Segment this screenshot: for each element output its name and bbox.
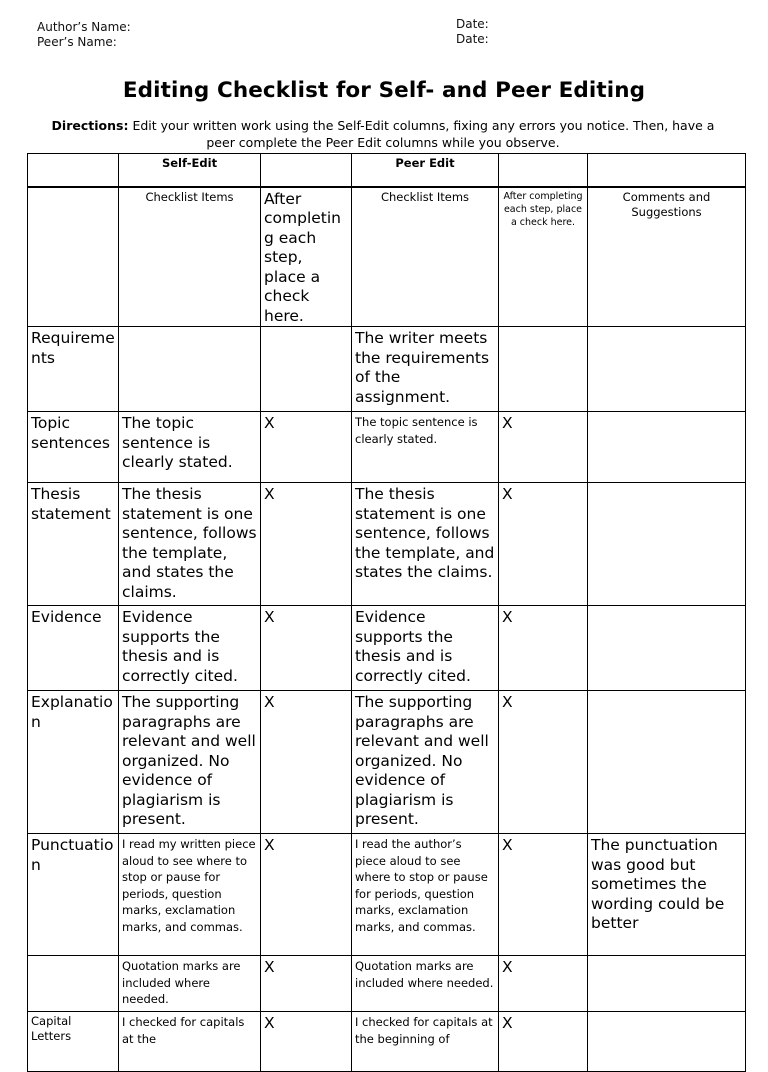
self-items-subheader: Checklist Items — [119, 187, 261, 327]
author-name-label: Author’s Name: — [37, 20, 131, 34]
self-check-subheader: After completin g each step, place a check here. — [261, 187, 352, 327]
peer-check-cell[interactable]: X — [499, 606, 588, 691]
directions-text: Edit your written work using the Self-Edit columns, fixing any errors you notice. Then, have a peer complete the Peer Edit columns while you observe. — [132, 118, 715, 150]
directions — [36, 117, 730, 151]
comment-cell[interactable] — [588, 1012, 746, 1072]
self-check-cell[interactable]: X — [261, 483, 352, 606]
peer-item: The thesis statement is one sentence, follows the template, and states the claims. — [352, 483, 499, 606]
comments-header-spacer — [588, 154, 746, 187]
self-item: Quotation marks are included where needed. — [119, 956, 261, 1012]
table-row — [28, 956, 746, 1012]
corner-cell — [28, 154, 119, 187]
table-row — [28, 1012, 746, 1072]
row-category — [28, 956, 119, 1012]
peer-edit-header-spacer — [499, 154, 588, 187]
peer-item: Evidence supports the thesis and is correctly cited. — [352, 606, 499, 691]
self-check-cell[interactable] — [261, 327, 352, 412]
peer-item: I read the author’s piece aloud to see where to stop or pause for periods, question marks, exclamation marks, and commas. — [352, 834, 499, 956]
self-item — [119, 327, 261, 412]
checklist-table — [27, 153, 746, 1072]
self-item: Evidence supports the thesis and is correctly cited. — [119, 606, 261, 691]
date-fields — [456, 17, 489, 47]
self-check-cell[interactable]: X — [261, 1012, 352, 1072]
row-category: Topic sentences — [28, 412, 119, 483]
peer-date-label: Date: — [456, 32, 489, 46]
comment-cell[interactable] — [588, 483, 746, 606]
self-check-cell[interactable]: X — [261, 956, 352, 1012]
peer-edit-header: Peer Edit — [352, 154, 499, 187]
peer-check-cell[interactable]: X — [499, 834, 588, 956]
peer-check-cell[interactable]: X — [499, 956, 588, 1012]
peer-item: The writer meets the requirements of the assignment. — [352, 327, 499, 412]
table-row — [28, 483, 746, 606]
self-item: The supporting paragraphs are relevant and well organized. No evidence of plagiarism is present. — [119, 691, 261, 834]
peer-item: The topic sentence is clearly stated. — [352, 412, 499, 483]
peer-check-cell[interactable] — [499, 327, 588, 412]
comment-cell[interactable] — [588, 691, 746, 834]
name-fields — [37, 20, 131, 50]
row-category: Explanatio n — [28, 691, 119, 834]
peer-items-subheader: Checklist Items — [352, 187, 499, 327]
peer-check-cell[interactable]: X — [499, 691, 588, 834]
comment-cell[interactable] — [588, 327, 746, 412]
self-check-cell[interactable]: X — [261, 606, 352, 691]
peer-check-subheader: After completing each step, place a check here. — [499, 187, 588, 327]
row-category: Capital Letters — [28, 1012, 119, 1072]
self-item: The thesis statement is one sentence, follows the template, and states the claims. — [119, 483, 261, 606]
row-category: Evidence — [28, 606, 119, 691]
directions-label: Directions: — [51, 118, 129, 133]
row-category: Requireme nts — [28, 327, 119, 412]
author-date-label: Date: — [456, 17, 489, 31]
peer-check-cell[interactable]: X — [499, 483, 588, 606]
self-check-cell[interactable]: X — [261, 834, 352, 956]
table-row — [28, 412, 746, 483]
comment-cell[interactable] — [588, 606, 746, 691]
row-category: Thesis statement — [28, 483, 119, 606]
page-title: Editing Checklist for Self- and Peer Editing — [122, 78, 646, 103]
subheader-row — [28, 187, 746, 327]
peer-item: Quotation marks are included where needed. — [352, 956, 499, 1012]
peer-check-cell[interactable]: X — [499, 1012, 588, 1072]
peer-name-label: Peer’s Name: — [37, 35, 117, 49]
row-category: Punctuatio n — [28, 834, 119, 956]
self-check-cell[interactable]: X — [261, 691, 352, 834]
category-subheader — [28, 187, 119, 327]
self-item: I read my written piece aloud to see where to stop or pause for periods, question marks, exclamation marks, and commas. — [119, 834, 261, 956]
self-item: The topic sentence is clearly stated. — [119, 412, 261, 483]
self-edit-header-spacer — [261, 154, 352, 187]
peer-check-cell[interactable]: X — [499, 412, 588, 483]
self-edit-header: Self-Edit — [119, 154, 261, 187]
self-check-cell[interactable]: X — [261, 412, 352, 483]
self-item: I checked for capitals at the — [119, 1012, 261, 1072]
table-row — [28, 691, 746, 834]
comments-subheader: Comments and Suggestions — [588, 187, 746, 327]
table-row — [28, 606, 746, 691]
comment-cell[interactable] — [588, 412, 746, 483]
table-row — [28, 327, 746, 412]
table-row — [28, 834, 746, 956]
comment-cell[interactable] — [588, 956, 746, 1012]
comment-cell[interactable]: The punctuation was good but sometimes the wording could be better — [588, 834, 746, 956]
peer-item: The supporting paragraphs are relevant and well organized. No evidence of plagiarism is present. — [352, 691, 499, 834]
peer-item: I checked for capitals at the beginning of — [352, 1012, 499, 1072]
group-header-row — [28, 154, 746, 187]
